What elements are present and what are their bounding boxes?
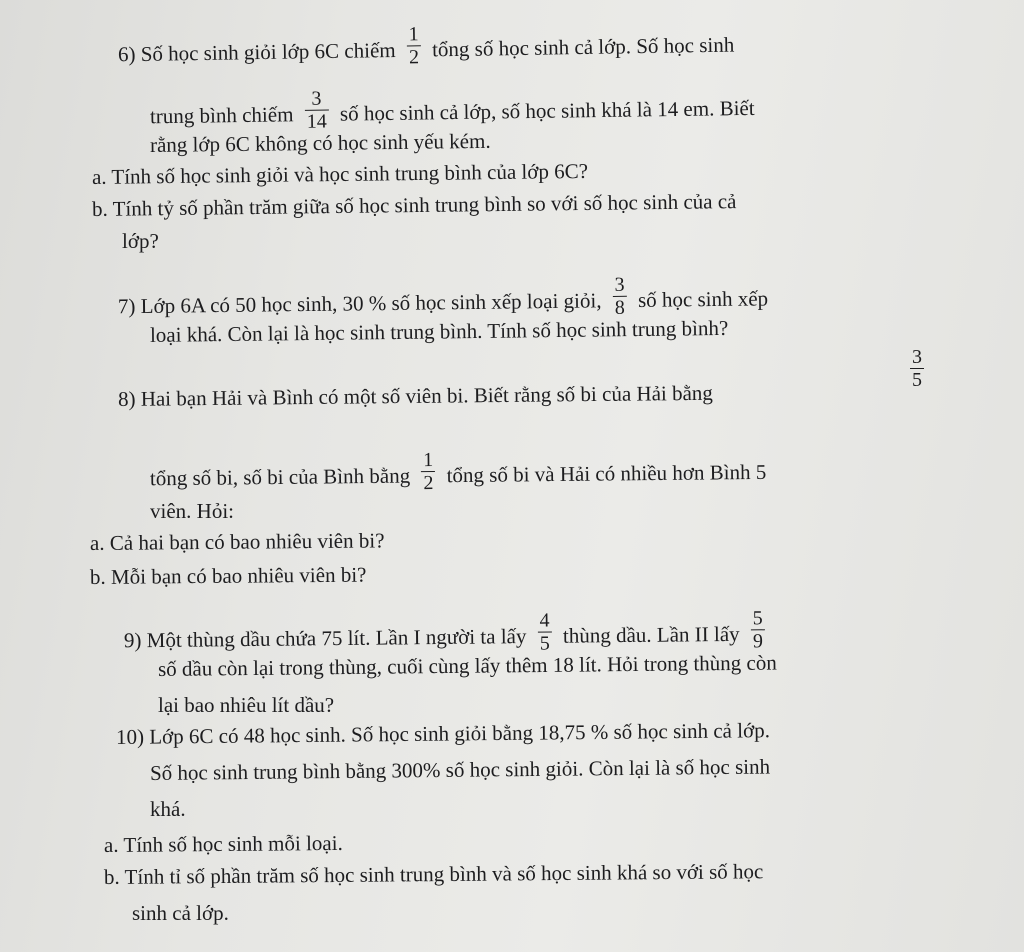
problem-8-part-b: b. Mỗi bạn có bao nhiêu viên bi? — [89, 562, 367, 589]
problem-7-fraction-1: $\frac{3}{8}$ — [614, 273, 625, 319]
problem-6-part-a: a. Tính số học sinh giỏi và học sinh trung bình của lớp 6C? — [91, 158, 589, 189]
problem-8-fraction-1: $\frac{3}{5}$ — [912, 346, 922, 391]
problem-7-line-2: loại khá. Còn lại là học sinh trung bình. Tính số học sinh trung bình? — [149, 315, 729, 347]
problem-6-fraction-1: $\frac{1}{2}$ — [408, 23, 420, 69]
problem-6-text-1b: tổng số học sinh cả lớp. Số học sinh — [431, 32, 735, 62]
problem-8-line-1: 8) Hai bạn Hải và Bình có một số viên bi. Biết rằng số bi của Hải bằng — [117, 380, 713, 411]
problem-6-text-1a: 6) Số học sinh giỏi lớp 6C chiếm — [117, 37, 396, 67]
problem-9-line-3: lại bao nhiêu lít dầu? — [158, 693, 335, 717]
problem-10-part-b-line-1: b. Tính tỉ số phần trăm số học sinh trung bình và số học sinh khá so với số học — [103, 859, 764, 889]
problem-8-part-a: a. Cả hai bạn có bao nhiêu viên bi? — [89, 528, 385, 555]
problem-6-line-1 — [118, 24, 735, 79]
problem-10-line-2: Số học sinh trung bình bằng 300% số học sinh giỏi. Còn lại là số học sinh — [149, 754, 771, 785]
problem-8-line-2: tổng số bi, số bi của Bình bằng $\frac{1}{2}$ tổng số bi và Hải có nhiều hơn Bình 5 — [149, 449, 767, 495]
problem-7-line-1: 7) Lớp 6A có 50 học sinh, 30 % số học sinh xếp loại giỏi, $\frac{3}{8}$ số học sinh xếp — [117, 273, 769, 319]
problem-8-line-3: viên. Hỏi: — [150, 499, 234, 523]
problem-8-fraction-2: $\frac{1}{2}$ — [423, 449, 434, 495]
problem-6-part-b-line-1: b. Tính tỷ số phần trăm giữa số học sinh trung bình so với số học sinh của cả — [91, 189, 737, 221]
problem-6-text-2a: trung bình chiếm — [149, 102, 294, 129]
problem-9-line-1: 9) Một thùng dầu chứa 75 lít. Lần I người ta lấy $\frac{4}{5}$ thùng dầu. Lần II lấy $\frac{5}{9}$ — [123, 607, 764, 655]
problem-6-fraction-2: $\frac{3}{14}$ — [304, 88, 329, 133]
problem-10-part-b-line-2: sinh cả lớp. — [132, 901, 229, 925]
problem-10-line-1: 10) Lớp 6C có 48 học sinh. Số học sinh giỏi bằng 18,75 % số học sinh cả lớp. — [115, 718, 770, 749]
problem-6-part-b-line-2: lớp? — [122, 229, 159, 253]
problem-9-fraction-2: $\frac{5}{9}$ — [752, 607, 764, 653]
problem-10-line-3: khá. — [150, 797, 186, 821]
problem-9-line-2: số dầu còn lại trong thùng, cuối cùng lấy thêm 18 lít. Hỏi trong thùng còn — [157, 650, 777, 681]
problem-10-part-a: a. Tính số học sinh mỗi loại. — [103, 830, 343, 857]
problem-6-text-2b: số học sinh cả lớp, số học sinh khá là 14 em. Biết — [339, 95, 755, 126]
problem-9-fraction-1: $\frac{4}{5}$ — [539, 609, 550, 655]
problem-6-line-3: rằng lớp 6C không có học sinh yếu kém. — [149, 128, 491, 157]
